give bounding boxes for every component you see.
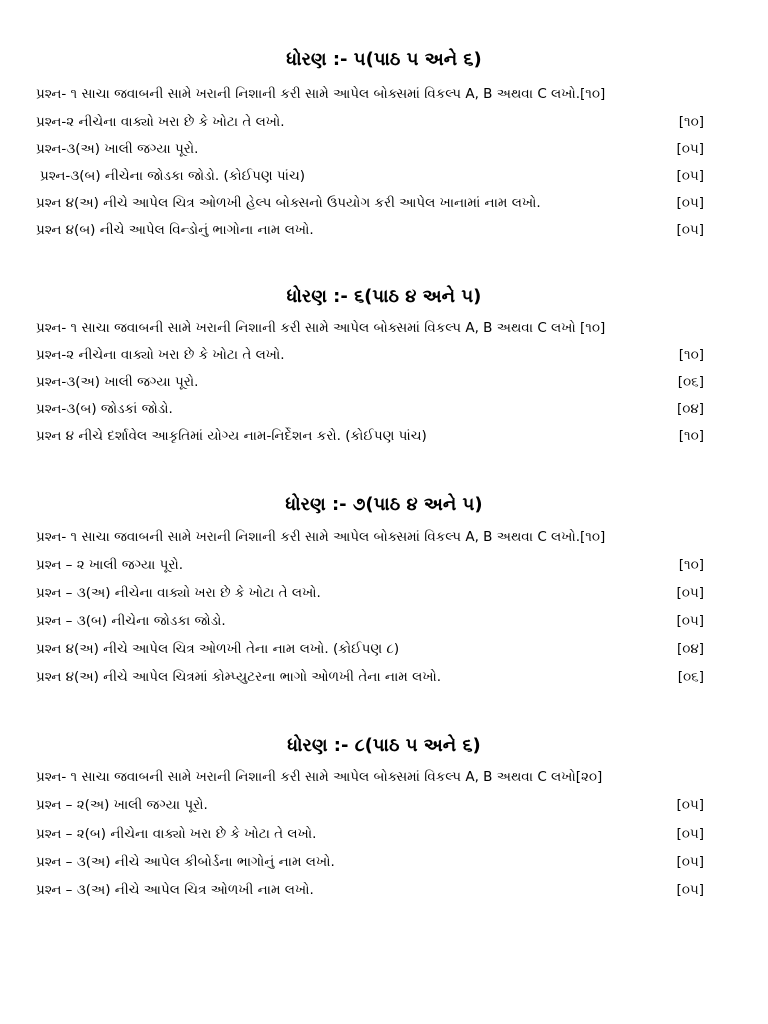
question-text: પ્રશ્ન- ૧ સાચા જવાબની સામે ખરાની નિશાની કરી સામે આપેલ બોક્સમાં વિકલ્પ A, B અથવા C લખો.[૧૦] (36, 86, 606, 102)
question-row (36, 580, 704, 606)
question-row (36, 423, 704, 449)
question-marks: [૦૫] (676, 854, 704, 870)
section-title: ધોરણ :- ૫(પાઠ ૫ અને ૬) (286, 49, 482, 70)
question-text: પ્રશ્ન-૩(અ) ખાલી જગ્યા પૂરો. (36, 374, 199, 390)
section-title: ધોરણ :- ૮(પાઠ ૫ અને ૬) (287, 735, 481, 756)
question-text: પ્રશ્ન – ૩(અ) નીચે આપેલ ચિત્ર ઓળખી નામ લખો. (36, 882, 314, 898)
question-text: પ્રશ્ન ૪(અ) નીચે આપેલ ચિત્ર ઓળખી હેલ્પ બોક્સનો ઉપયોગ કરી આપેલ ખાનામાં નામ લખો. (36, 195, 541, 211)
question-row (36, 81, 704, 107)
question-text: પ્રશ્ન – ૩(બ) નીચેના જોડકા જોડો. (36, 613, 226, 629)
question-text: પ્રશ્ન – ૨ ખાલી જગ્યા પૂરો. (36, 557, 184, 573)
question-marks: [૧૦] (678, 347, 704, 363)
question-text: પ્રશ્ન ૪(અ) નીચે આપેલ ચિત્ર ઓળખી તેના નામ લખો. (કોઈપણ ૮) (36, 641, 400, 657)
question-text: પ્રશ્ન-૩(બ) જોડકાં જોડો. (36, 401, 173, 417)
question-marks: [૦૫] (676, 141, 704, 157)
question-row (36, 136, 704, 162)
question-row (36, 342, 704, 368)
question-text: પ્રશ્ન ૪(અ) નીચે આપેલ ચિત્રમાં કોમ્પ્યુટરના ભાગો ઓળખી તેના નામ લખો. (36, 669, 442, 685)
question-marks: [૦૫] (676, 168, 704, 184)
question-row (36, 849, 704, 875)
question-marks: [૧૦] (678, 428, 704, 444)
question-marks: [૦૫] (676, 195, 704, 211)
question-text: પ્રશ્ન – ૨(અ) ખાલી જગ્યા પૂરો. (36, 797, 208, 813)
question-row (36, 369, 704, 395)
question-row (36, 877, 704, 903)
question-row (36, 552, 704, 578)
question-marks: [૦૫] (676, 222, 704, 238)
question-text: પ્રશ્ન-૩(અ) ખાલી જગ્યા પૂરો. (36, 141, 199, 157)
question-row (36, 608, 704, 634)
question-row (36, 636, 704, 662)
section-title: ધોરણ :- ૭(પાઠ ૪ અને ૫) (285, 494, 483, 515)
question-marks: [૦૫] (676, 797, 704, 813)
question-text: પ્રશ્ન – ૨(બ) નીચેના વાક્યો ખરા છે કે ખોટા તે લખો. (36, 826, 317, 842)
question-row (36, 190, 704, 216)
question-text: પ્રશ્ન-૨ નીચેના વાક્યો ખરા છે કે ખોટા તે લખો. (36, 347, 285, 363)
question-marks: [૦૫] (676, 613, 704, 629)
question-text: પ્રશ્ન-૩(બ) નીચેના જોડકા જોડો. (કોઈપણ પાંચ) (40, 168, 306, 184)
question-row (36, 764, 704, 790)
question-row (36, 109, 704, 135)
question-row (36, 821, 704, 847)
question-text: પ્રશ્ન- ૧ સાચા જવાબની સામે ખરાની નિશાની કરી સામે આપેલ બોક્સમાં વિકલ્પ A, B અથવા C લખો[૨૦] (36, 769, 603, 785)
question-text: પ્રશ્ન ૪(બ) નીચે આપેલ વિન્ડોનું ભાગોના નામ લખો. (36, 222, 314, 238)
question-marks: [૧૦] (678, 557, 704, 573)
question-row (36, 792, 704, 818)
question-marks: [૦૪] (676, 641, 704, 657)
question-text: પ્રશ્ન – ૩(અ) નીચેના વાક્યો ખરા છે કે ખોટા તે લખો. (36, 585, 321, 601)
question-text: પ્રશ્ન- ૧ સાચા જવાબની સામે ખરાની નિશાની કરી સામે આપેલ બોક્સમાં વિકલ્પ A, B અથવા C લખો.[૧૦] (36, 529, 606, 545)
question-row (36, 396, 704, 422)
question-text: પ્રશ્ન – ૩(અ) નીચે આપેલ કીબોર્ડના ભાગોનું નામ લખો. (36, 854, 335, 870)
question-row (36, 664, 704, 690)
question-marks: [૦૪] (676, 401, 704, 417)
question-text: પ્રશ્ન ૪ નીચે દર્શાવેલ આકૃતિમાં યોગ્ય નામ-નિર્દેશન કરો. (કોઈપણ પાંચ) (36, 428, 427, 444)
question-row (36, 163, 704, 189)
question-marks: [૦૫] (676, 585, 704, 601)
question-row (36, 217, 704, 243)
question-row (36, 524, 704, 550)
question-marks: [૦૫] (676, 882, 704, 898)
question-marks: [૦૫] (676, 826, 704, 842)
question-marks: [૦૬] (677, 669, 704, 685)
question-marks: [૦૬] (677, 374, 704, 390)
question-text: પ્રશ્ન-૨ નીચેના વાક્યો ખરા છે કે ખોટા તે લખો. (36, 114, 285, 130)
question-row (36, 315, 704, 341)
section-title: ધોરણ :- ૬(પાઠ ૪ અને ૫) (286, 286, 482, 307)
question-text: પ્રશ્ન- ૧ સાચા જવાબની સામે ખરાની નિશાની કરી સામે આપેલ બોક્સમાં વિકલ્પ A, B અથવા C લખો [૧૦] (36, 320, 606, 336)
question-marks: [૧૦] (678, 114, 704, 130)
